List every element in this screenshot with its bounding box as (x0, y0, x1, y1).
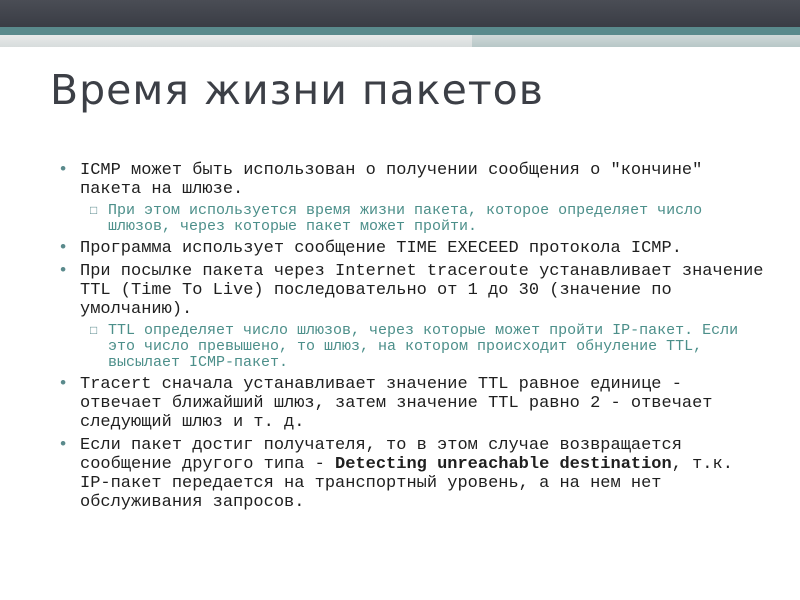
sub-bullet-1-1 (90, 203, 770, 235)
sub-bullet-3-1 (90, 323, 770, 371)
bullet-icon: • (58, 239, 69, 258)
bullet-3 (58, 262, 770, 319)
bullet-5-text-before: Если пакет достиг получателя, то в этом случае возвращается сообщение другого типа - (80, 436, 682, 474)
bullet-icon: • (58, 262, 69, 281)
sub-bullet-icon: □ (90, 204, 98, 218)
bullet-5-text-after: , т.к. IP-пакет передается на транспортный уровень, а на нем нет обслуживания запросов. (80, 455, 733, 512)
sub-bullet-3-1-text: TTL определяет число шлюзов, через которые может пройти IP-пакет. Если это число превышено, то шлюз, на котором происходит обнуление TTL, высылает ICMP-пакет. (108, 322, 739, 371)
top-light-band (0, 35, 472, 47)
bullet-1 (58, 161, 770, 199)
sub-bullet-1-1-text: При этом используется время жизни пакета, которое определяет число шлюзов, через которые пакет может пройти. (108, 202, 703, 235)
top-light-teal-band (472, 35, 800, 47)
sub-bullet-icon: □ (90, 324, 98, 338)
bullet-5-text (80, 436, 770, 512)
bullet-4 (58, 375, 770, 432)
bullet-icon: • (58, 375, 69, 394)
top-dark-band (0, 0, 800, 27)
bullet-5-text-bold: Detecting unreachable destination (335, 455, 672, 474)
bullet-3-text: При посылке пакета через Internet traceroute устанавливает значение TTL (Time To Live) последовательно от 1 до 30 (значение по умолчанию). (80, 262, 764, 319)
bullet-5 (58, 436, 770, 512)
bullet-icon: • (58, 161, 69, 180)
bullet-icon: • (58, 436, 69, 455)
top-teal-band (0, 27, 800, 35)
slide-title: Время жизни пакетов (50, 66, 544, 114)
bullet-2-text: Программа использует сообщение TIME EXECEED протокола ICMP. (80, 239, 682, 258)
bullet-1-text: ICMP может быть использован о получении сообщения о "кончине" пакета на шлюзе. (80, 161, 703, 199)
slide-content (58, 161, 770, 516)
bullet-2 (58, 239, 770, 258)
bullet-4-text: Tracert сначала устанавливает значение TTL равное единице - отвечает ближайший шлюз, затем значение TTL равно 2 - отвечает следующий шлюз и т. д. (80, 375, 713, 432)
